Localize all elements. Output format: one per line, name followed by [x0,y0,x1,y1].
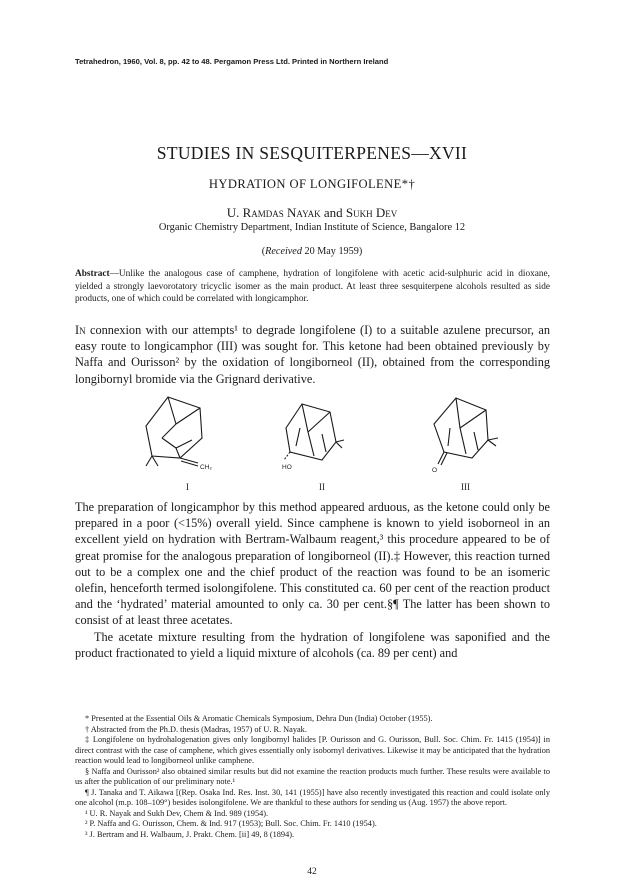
paper-subtitle: HYDRATION OF LONGIFOLENE*† [208,177,416,191]
reference-1: ¹ U. R. Nayak and Sukh Dev, Chem & Ind. 989 (1954). [85,808,269,818]
author-nayak: U. Ramdas Nayak [226,205,321,220]
structure-ii-longiborneol [270,388,354,474]
footnotes [75,714,550,840]
footnote-double-dagger: ‡ Longifolene on hydrohalogenation gives only longibornyl halides [P. Ourisson and G. Ourisson, Bull. Soc. Chim. Fr. 1415 (1954)] in direct contrast with the case of camphene, which gives essentially only isobornyl derivatives. Likewise it may be anticipated that the hydration reaction would lead to longiborneol unlike camphene. [75,735,550,765]
abstract-label: Abstract [75,269,110,279]
structure-label-i: I [186,482,189,492]
structure-label-ii: II [319,482,325,492]
paragraph-2-text: The preparation of longicamphor by this method appeared arduous, as the ketone could only be prepared in a poor (<15%) overall yield. Since camphene is known to yield isoborneol in an excellent yield on hydration with Bertram-Walbaum reagent,³ this procedure appeared to be of great promise for the analogous preparation of longiborneol (II).‡ However, this reaction turned out to be a complex one and the chief product of the reaction was found to be an isomeric olefin, henceforth termed isolongifolene. This constituted ca. 60 per cent of the reaction product and the ‘hydrated’ material amounted to only ca. 30 per cent.§¶ The latter has been shown to consist of at least three acetates. [75,500,550,628]
body-paragraph-1 [75,322,550,387]
footnote-star: * Presented at the Essential Oils & Aromatic Chemicals Symposium, Dehra Dun (India) October (1955). [85,714,433,723]
footnote-dagger: † Abstracted from the Ph.D. thesis (Madras, 1957) of U. R. Nayak. [85,724,307,734]
affiliation: Organic Chemistry Department, Indian Institute of Science, Bangalore 12 [158,222,466,233]
paragraph-3-text: The acetate mixture resulting from the hydration of longifolene was saponified and the product fractionated to yield a liquid mixture of alcohols (ca. 89 per cent) and [75,629,550,660]
structure-i-longifolene [140,388,230,474]
author-dev: Sukh Dev [345,205,398,220]
abstract-text: —Unlike the analogous case of camphene, hydration of longifolene with acetic acid-sulphuric acid in dioxane, yielded a strongly laevorotatory tricyclic isomer as the main product. At least three sesquiterpene alcohols resulted as side products, one of which could be correlated with longicamphor. [75,269,550,305]
body-paragraphs-2-3 [75,499,550,661]
reference-2: ² P. Naffa and G. Ourisson, Chem. & Ind. 917 (1953); Bull. Soc. Chim. Fr. 1410 (1954). [85,819,377,828]
structure-iii-group: O [432,467,438,474]
page-number: 42 [307,867,317,877]
footnote-paragraph: ¶ J. Tanaka and T. Aikawa [(Rep. Osaka Ind. Res. Inst. 30, 141 (1955)] have also recently investigated this reaction and could isolate only one alcohol (m.p. 108–109°) besides isolongifolene. We are thankful to these authors for sending us (Aug. 1957) the above report. [75,787,550,807]
footnote-section: § Naffa and Ourisson² also obtained similar results but did not examine the reaction products much further. These results were available to us after the publication of our preliminary note.¹ [75,766,550,786]
structure-ii-group: HO [282,464,292,471]
abstract [75,268,550,306]
received-value: 20 May 1959 [304,246,359,257]
journal-header: Tetrahedron, 1960, Vol. 8, pp. 42 to 48. Pergamon Press Ltd. Printed in Northern Ireland [75,57,389,66]
structure-iii-longicamphor [420,388,506,474]
paragraph-1-text: connexion with our attempts¹ to degrade longifolene (I) to a suitable azulene precursor, an easy route to longicamphor (III) was sought for. This ketone had been obtained previously by Naffa and Ourisson² by the oxidation of longiborneol (II), obtained from the corresponding longibornyl bromide via the Grignard derivative. [75,323,550,386]
structure-i-group: CH₂ [200,464,212,471]
structure-label-iii: III [461,482,470,492]
author-line [0,205,624,221]
received-label: Received [265,246,302,257]
lead-in: In [75,323,86,337]
author-conjunction: and [323,205,343,220]
received-date: (Received 20 May 1959) [261,246,363,257]
reference-3: ³ J. Bertram and H. Walbaum, J. Prakt. Chem. [ii] 49, 8 (1894). [85,829,295,839]
paper-title: STUDIES IN SESQUITERPENES—XVII [156,143,468,163]
